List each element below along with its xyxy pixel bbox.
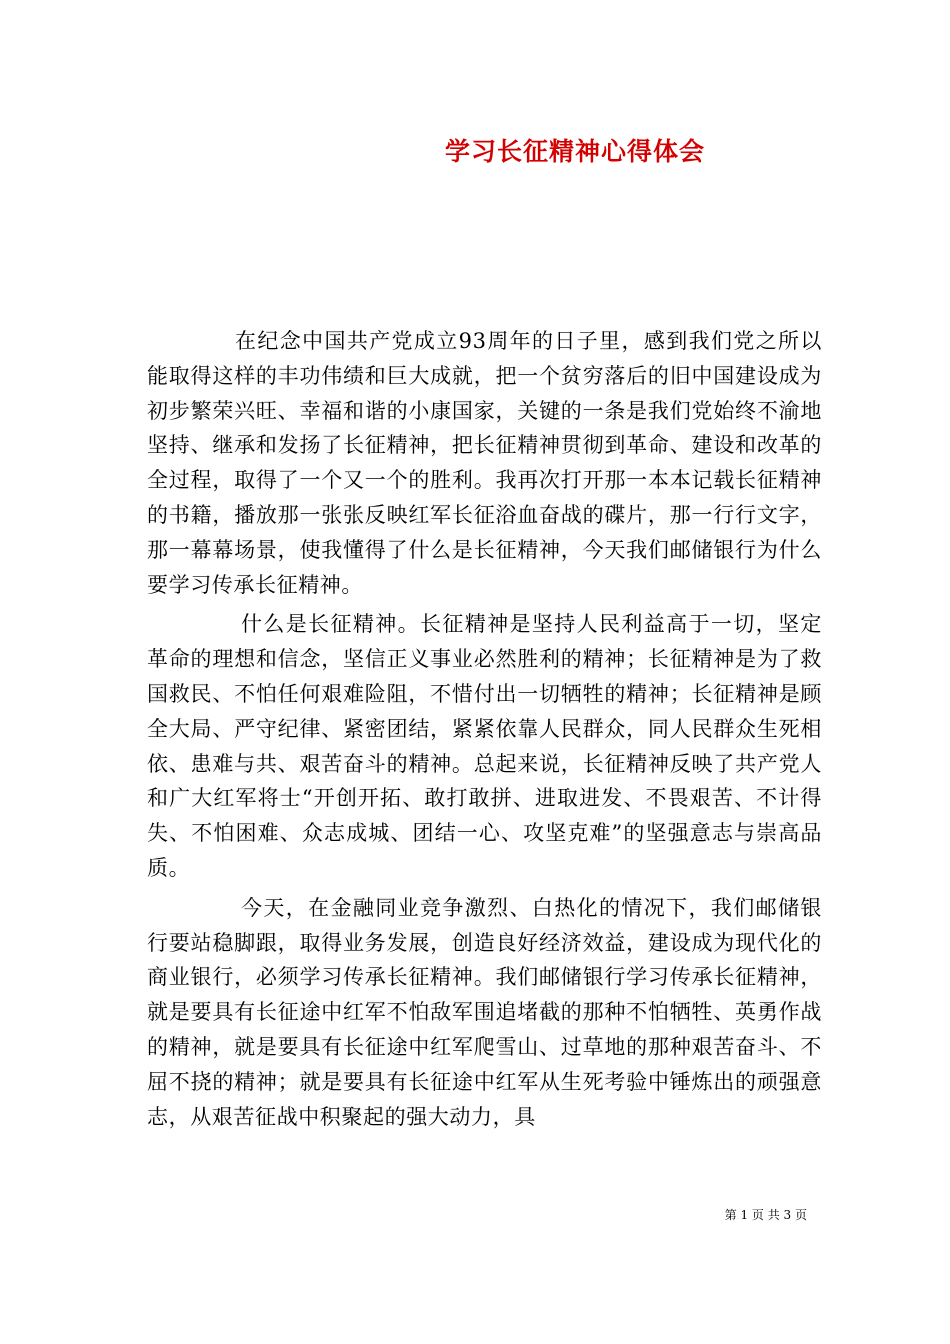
document-body — [147, 324, 822, 1139]
paragraph-3: 今天，在金融同业竞争激烈、白热化的情况下，我们邮储银行要站稳脚跟，取得业务发展，创造良好经济效益，建设成为现代化的商业银行，必须学习传承长征精神。我们邮储银行学习传承长征精神，就是要具有长征途中红军不怕敌军围追堵截的那种不怕牺牲、英勇作战的精神，就是要具有长征途中红军爬雪山、过草地的那种艰苦奋斗、不屈不挠的精神；就是要具有长征途中红军从生死考验中锤炼出的顽强意志，从艰苦征战中积聚起的强大动力，具 — [147, 895, 822, 1129]
document-title: 学习长征精神心得体会 — [444, 137, 705, 166]
paragraph-2: 什么是长征精神。长征精神是坚持人民利益高于一切，坚定革命的理想和信念，坚信正义事业必然胜利的精神；长征精神是为了救国救民、不怕任何艰难险阻，不惜付出一切牺牲的精神；长征精神是顾全大局、严守纪律、紧密团结，紧紧依靠人民群众，同人民群众生死相依、患难与共、艰苦奋斗的精神。总起来说，长征精神反映了共产党人和广大红军将士“开创开拓、敢打敢拼、进取进发、不畏艰苦、不计得失、不怕困难、众志成城、团结一心、攻坚克难”的坚强意志与崇高品质。 — [147, 612, 822, 880]
paragraph-1: 在纪念中国共产党成立93周年的日子里，感到我们党之所以能取得这样的丰功伟绩和巨大成就，把一个贫穷落后的旧中国建设成为初步繁荣兴旺、幸福和谐的小康国家，关键的一条是我们党始终不渝地坚持、继承和发扬了长征精神，把长征精神贯彻到革命、建设和改革的全过程，取得了一个又一个的胜利。我再次打开那一本本记载长征精神的书籍，播放那一张张反映红军长征浴血奋战的碟片，那一行行文字，那一幕幕场景，使我懂得了什么是长征精神，今天我们邮储银行为什么要学习传承长征精神。 — [147, 329, 822, 597]
page-number-footer: 第 1 页 共 3 页 — [724, 1208, 807, 1222]
